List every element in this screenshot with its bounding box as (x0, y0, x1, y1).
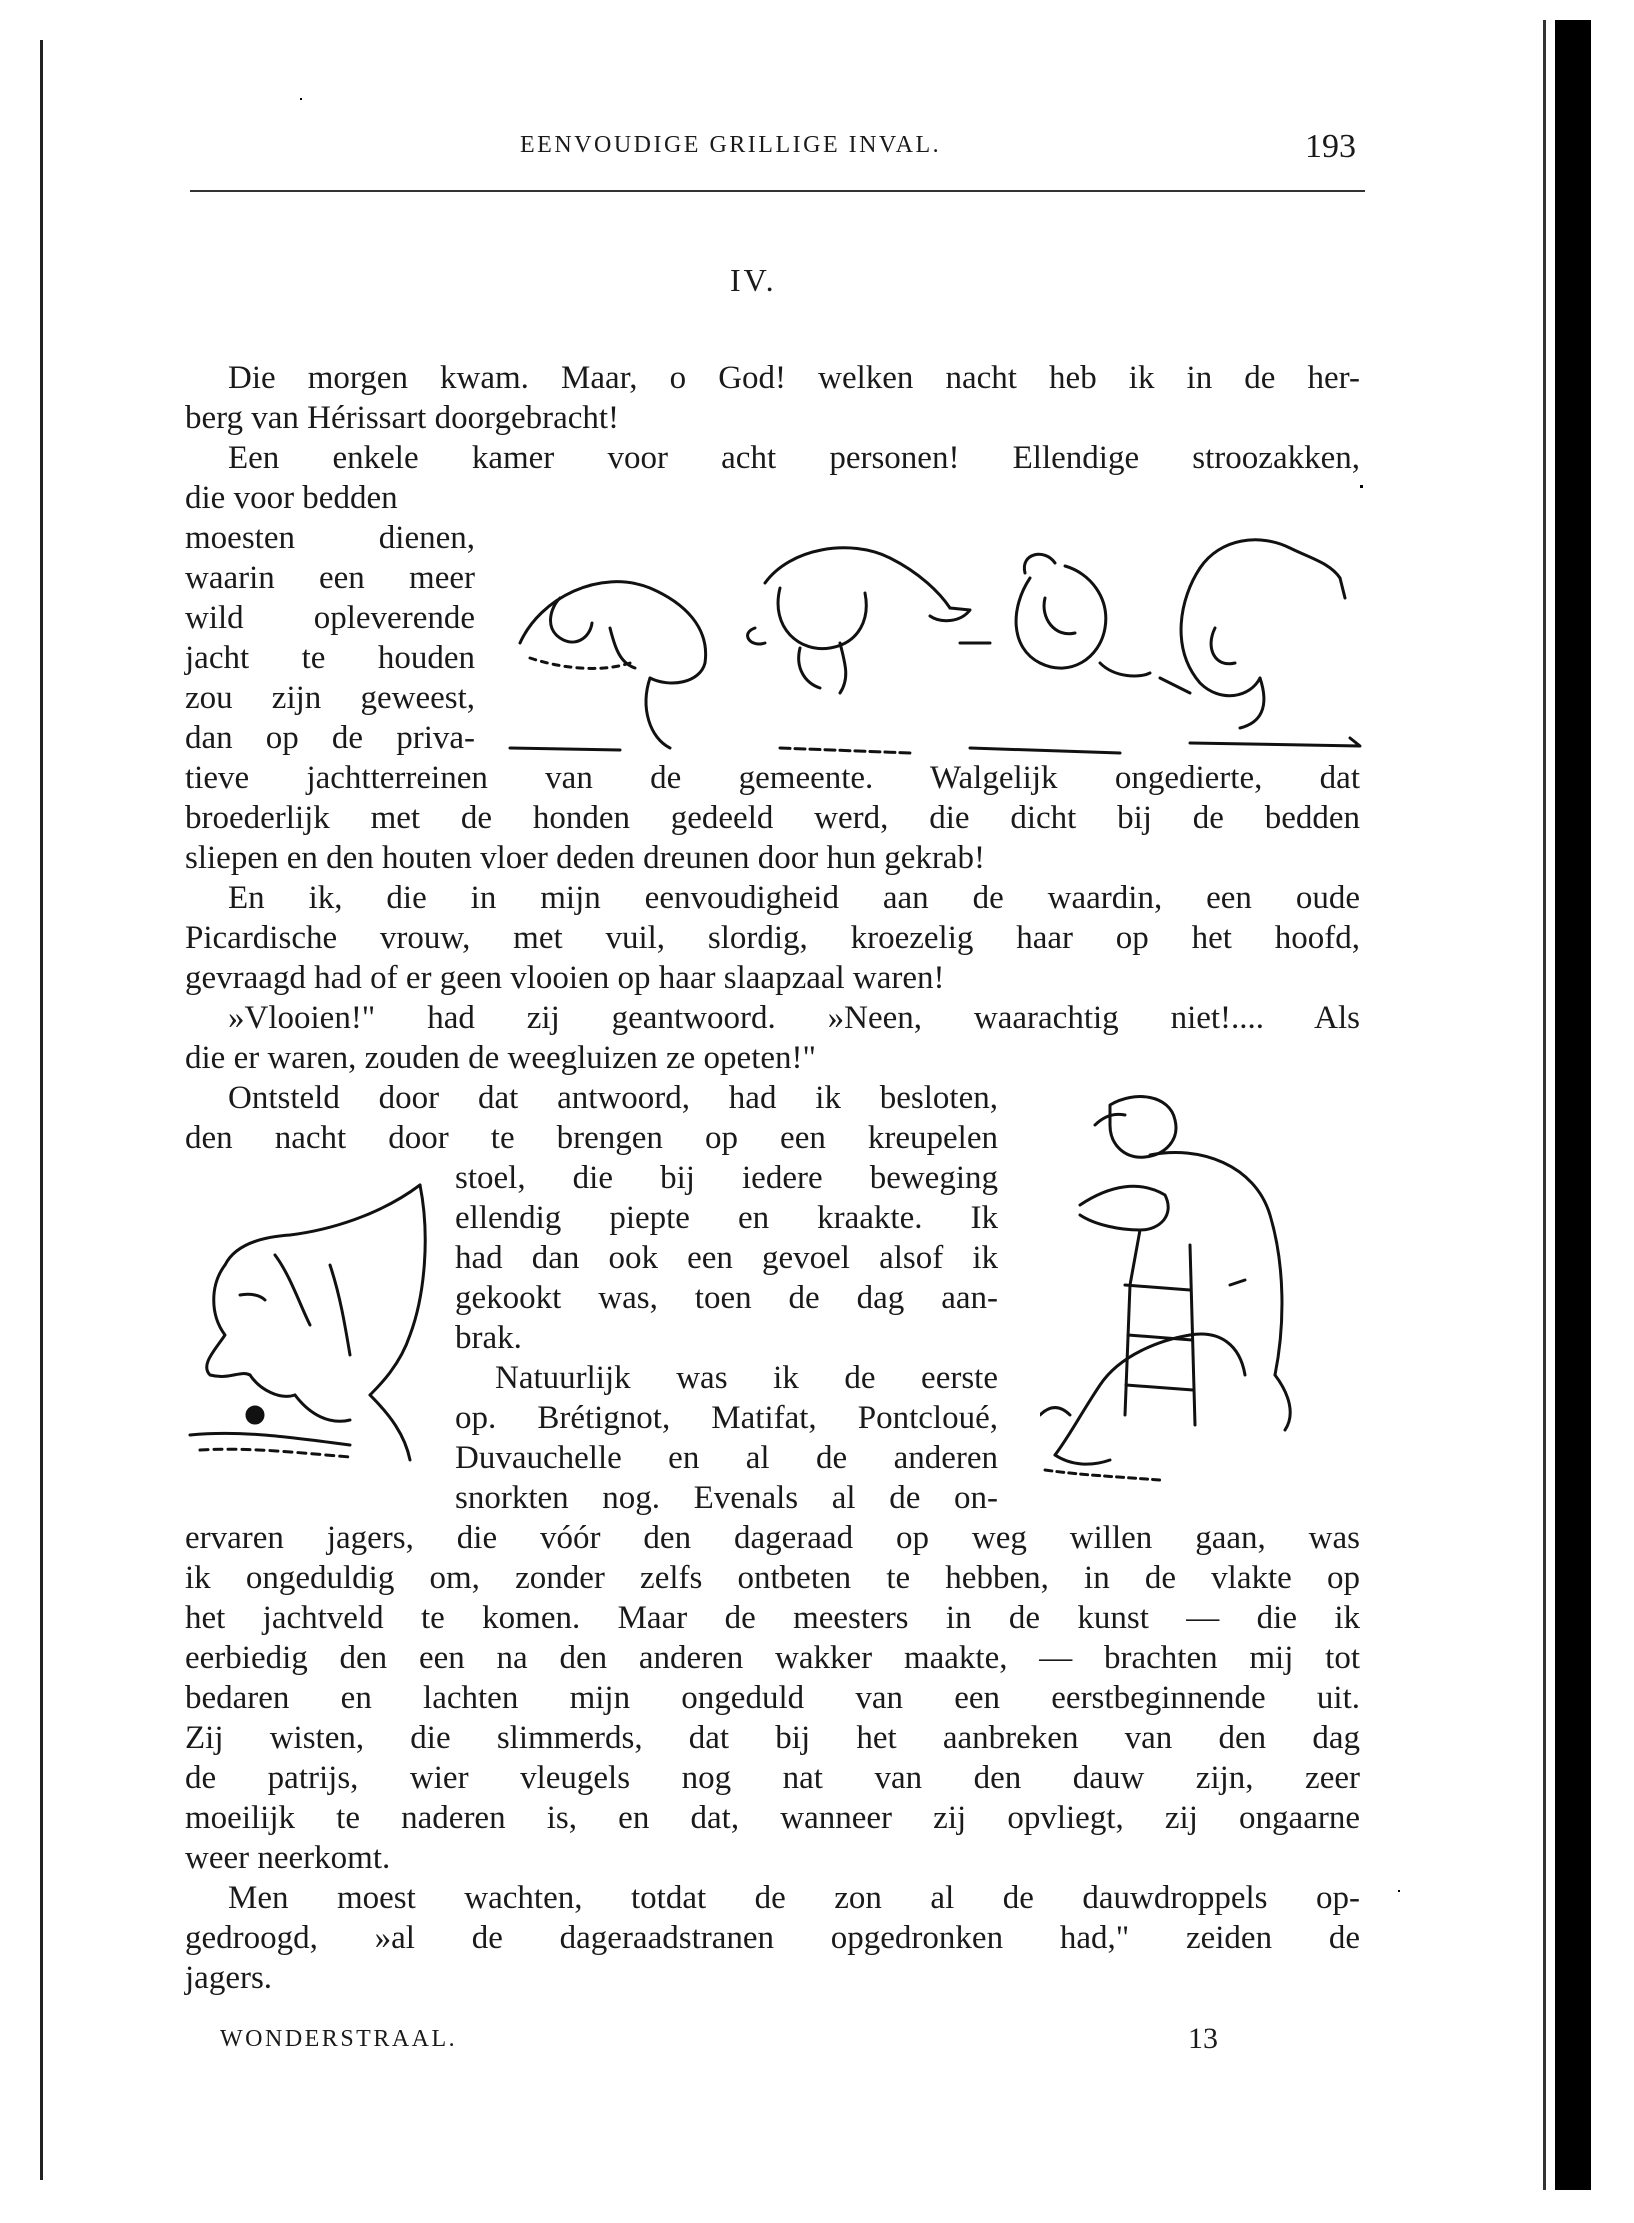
text-line: Duvauchelle en al de anderen (455, 1440, 998, 1476)
paper-speck (1398, 1890, 1400, 1892)
text-line: ellendig piepte en kraakte. Ik (455, 1200, 998, 1236)
text-line: sliepen en den houten vloer deden dreunen door hun gekrab! (185, 840, 985, 876)
text-line: ervaren jagers, die vóór den dageraad op weg willen gaan, was (185, 1520, 1360, 1556)
left-margin-rule (40, 40, 43, 2180)
text-line: Zij wisten, die slimmerds, dat bij het aanbreken van den dag (185, 1720, 1360, 1756)
text-line: jacht te houden (185, 640, 475, 676)
text-line: zou zijn geweest, (185, 680, 475, 716)
text-line: dan op de priva- (185, 720, 475, 756)
section-heading: IV. (730, 262, 777, 298)
text-line: broederlijk met de honden gedeeld werd, die dicht bij de bedden (185, 800, 1360, 836)
dog-sketch-1 (510, 582, 706, 750)
text-line: Een enkele kamer voor acht personen! Ellendige stroozakken, (228, 440, 1360, 476)
paper-speck (300, 98, 302, 100)
text-line: eerbiedig den een na den anderen wakker maakte, — brachten mij tot (185, 1640, 1360, 1676)
text-line: tieve jachtterreinen van de gemeente. Walgelijk ongedierte, dat (185, 760, 1360, 796)
text-line: »Vlooien!" had zij geantwoord. »Neen, waarachtig niet!.... Als (228, 1000, 1360, 1036)
text-line: gedroogd, »al de dageraadstranen opgedronken had," zeiden de (185, 1920, 1360, 1956)
signature-number: 13 (1188, 2022, 1218, 2055)
text-line: had dan ook een gevoel alsof ik (455, 1240, 998, 1276)
text-line: op. Brétignot, Matifat, Pontcloué, (455, 1400, 998, 1436)
text-line: stoel, die bij iedere beweging (455, 1160, 998, 1196)
text-line: ik ongeduldig om, zonder zelfs ontbeten te hebben, in de vlakte op (185, 1560, 1360, 1596)
text-line: En ik, die in mijn eenvoudigheid aan de waardin, een oude (228, 880, 1360, 916)
text-line: Men moest wachten, totdat de zon al de dauwdroppels op- (228, 1880, 1360, 1916)
text-line: weer neerkomt. (185, 1840, 391, 1876)
page-number: 193 (1305, 128, 1356, 165)
running-title: EENVOUDIGE GRILLIGE INVAL. (520, 132, 942, 158)
text-line: wild opleverende (185, 600, 475, 636)
text-line: Picardische vrouw, met vuil, slordig, kroezelig haar op het hoofd, (185, 920, 1360, 956)
text-line: Die morgen kwam. Maar, o God! welken nacht heb ik in de her- (228, 360, 1360, 396)
dog-sketch-3 (960, 554, 1150, 753)
text-line: moeilijk te naderen is, en dat, wanneer zij opvliegt, zij ongaarne (185, 1800, 1360, 1836)
text-line: Natuurlijk was ik de eerste (495, 1360, 998, 1396)
text-line: snorkten nog. Evenals al de on- (455, 1480, 998, 1516)
header-rule (190, 190, 1365, 192)
text-line: brak. (455, 1320, 522, 1356)
text-line: moesten dienen, (185, 520, 475, 556)
text-line: het jachtveld te komen. Maar de meesters in de kunst — die ik (185, 1600, 1360, 1636)
old-woman-illustration (180, 1175, 445, 1465)
dog-sketch-4 (1160, 540, 1360, 746)
text-line: gevraagd had of er geen vlooien op haar slaapzaal waren! (185, 960, 945, 996)
text-line: den nacht door te brengen op een kreupelen (185, 1120, 998, 1156)
text-line: jagers. (185, 1960, 273, 1996)
text-line: waarin een meer (185, 560, 475, 596)
text-line: bedaren en lachten mijn ongeduld van een eerstbeginnende uit. (185, 1680, 1360, 1716)
right-binding-line (1543, 20, 1546, 2190)
right-binding-edge (1555, 20, 1591, 2190)
text-line: gekookt was, toen de dag aan- (455, 1280, 998, 1316)
text-line: die voor bedden (185, 480, 398, 516)
text-line: die er waren, zouden de weegluizen ze opeten!" (185, 1040, 816, 1076)
text-line: berg van Hérissart doorgebracht! (185, 400, 620, 436)
text-line: Ontsteld door dat antwoord, had ik besloten, (228, 1080, 998, 1116)
printer-signature: WONDERSTRAAL. (220, 2026, 458, 2052)
dogs-illustration (500, 478, 1370, 758)
dog-sketch-2 (748, 548, 970, 753)
text-line: de patrijs, wier vleugels nog nat van den dauw zijn, zeer (185, 1760, 1360, 1796)
sleeping-man-illustration (1040, 1085, 1340, 1490)
paper-speck (1360, 485, 1363, 488)
